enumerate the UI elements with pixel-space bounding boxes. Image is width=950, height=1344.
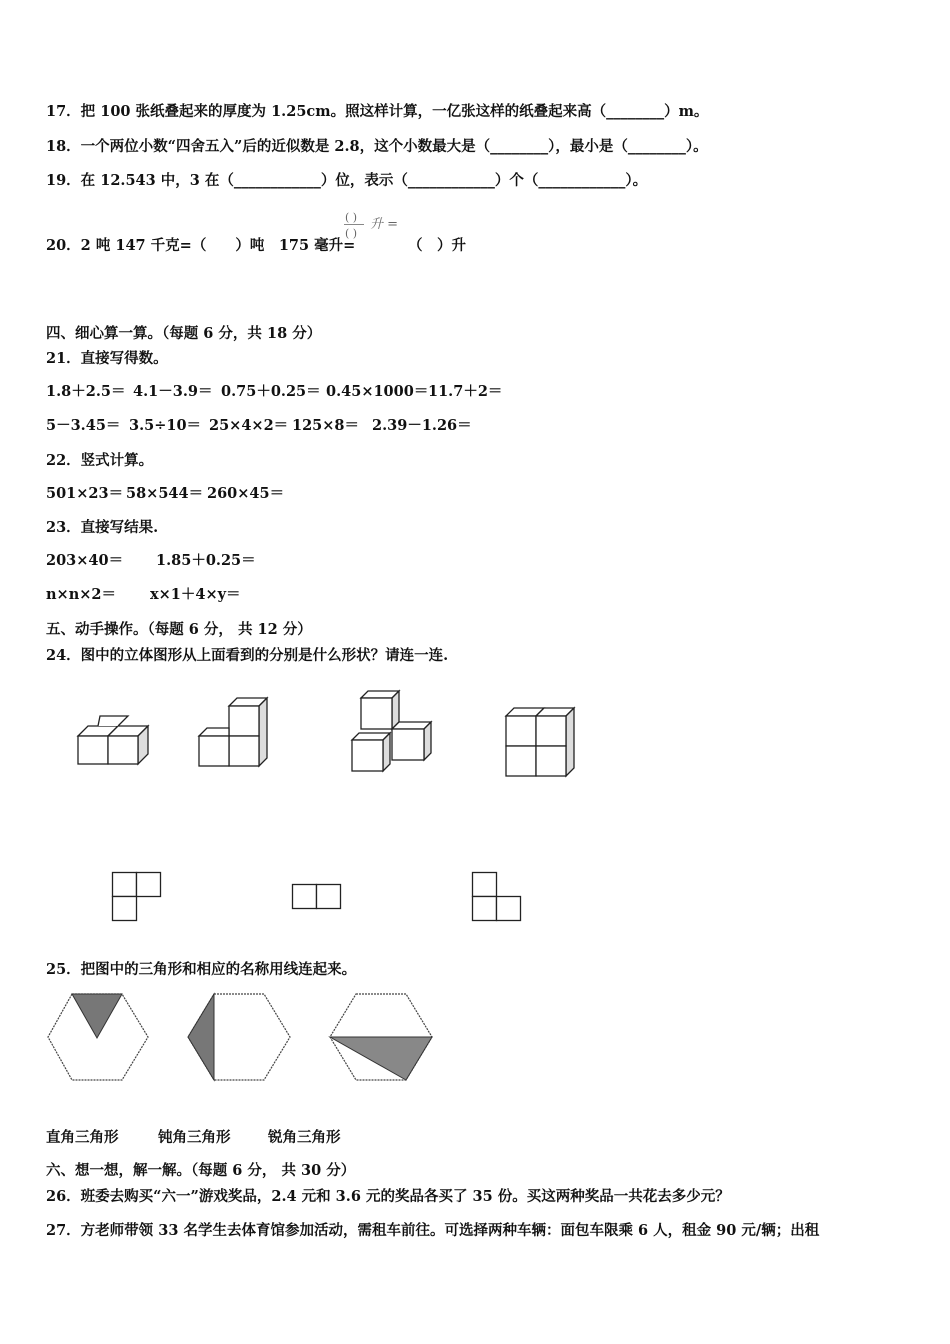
fraction-numerator: ( ): [345, 211, 358, 224]
top-view-1: [112, 872, 164, 924]
question-17: 17．把 100 张纸叠起来的厚度为 1.25cm。照这样计算，一亿张这样的纸叠起来高（________）m。: [46, 103, 709, 120]
calc-item: 58×544＝: [126, 485, 204, 502]
calc-item: 1.8＋2.5＝: [46, 383, 126, 400]
fraction-bar: [344, 224, 364, 225]
calc-item: 203×40＝: [46, 552, 124, 569]
calc-item: 1.85＋0.25＝: [156, 552, 256, 569]
hexagon-triangle-2: [186, 990, 292, 1086]
calc-item: 501×23＝: [46, 485, 124, 502]
calc-item: 11.7＋2＝: [428, 383, 503, 400]
calc-item: n×n×2＝: [46, 586, 116, 603]
fraction-unit: 升 =: [370, 217, 399, 232]
question-21: 21．直接写得数。: [46, 350, 168, 367]
cube-figure-4: [502, 704, 582, 782]
calc-item: 260×45＝: [207, 485, 285, 502]
top-view-2: [292, 884, 344, 912]
question-19: 19．在 12.543 中，3 在（____________）位，表示（____________）个（____________）。: [46, 172, 648, 189]
calc-item: 3.5÷10＝: [129, 417, 202, 434]
hexagon-triangle-3: [328, 990, 434, 1086]
section-5-title: 五、动手操作。（每题 6 分， 共 12 分）: [46, 621, 312, 638]
question-26: 26．班委去购买“六一”游戏奖品，2.4 元和 3.6 元的奖品各买了 35 份。买这两种奖品一共花去多少元？: [46, 1188, 730, 1205]
question-20-part1: 20．2 吨 147 千克=（ ）吨 175 毫升=: [46, 237, 356, 254]
fraction-denominator: ( ): [345, 227, 358, 240]
question-27: 27．方老师带领 33 名学生去体育馆参加活动，需租车前往。可选择两种车辆：面包车限乘 6 人，租金 90 元/辆；出租: [46, 1222, 820, 1239]
calc-item: 25×4×2＝: [209, 417, 289, 434]
calc-item: 0.45×1000＝: [326, 383, 429, 400]
question-22: 22．竖式计算。: [46, 452, 154, 469]
section-4-title: 四、细心算一算。（每题 6 分，共 18 分）: [46, 325, 322, 342]
calc-item: 125×8＝: [292, 417, 360, 434]
calc-item: 4.1－3.9＝: [133, 383, 213, 400]
triangle-name-acute: 锐角三角形: [268, 1129, 341, 1146]
calc-item: x×1＋4×y＝: [150, 586, 241, 603]
triangle-name-right: 直角三角形: [46, 1129, 119, 1146]
cube-figure-3: [346, 688, 441, 778]
cube-figure-2: [196, 696, 286, 776]
calc-item: 5－3.45＝: [46, 417, 121, 434]
question-18: 18．一个两位小数“四舍五入”后的近似数是 2.8，这个小数最大是（________），最小是（________）。: [46, 138, 708, 155]
calc-item: 2.39－1.26＝: [372, 417, 472, 434]
hexagon-triangle-1: [46, 990, 150, 1086]
question-24: 24．图中的立体图形从上面看到的分别是什么形状？请连一连.: [46, 647, 449, 664]
top-view-3: [472, 872, 524, 924]
section-6-title: 六、想一想，解一解。（每题 6 分， 共 30 分）: [46, 1162, 356, 1179]
cube-figure-1: [70, 710, 160, 770]
question-25: 25．把图中的三角形和相应的名称用线连起来。: [46, 961, 357, 978]
calc-item: 0.75＋0.25＝: [221, 383, 321, 400]
question-23: 23．直接写结果.: [46, 519, 159, 536]
question-20-part2: （ ）升: [408, 237, 466, 254]
triangle-name-obtuse: 钝角三角形: [158, 1129, 231, 1146]
